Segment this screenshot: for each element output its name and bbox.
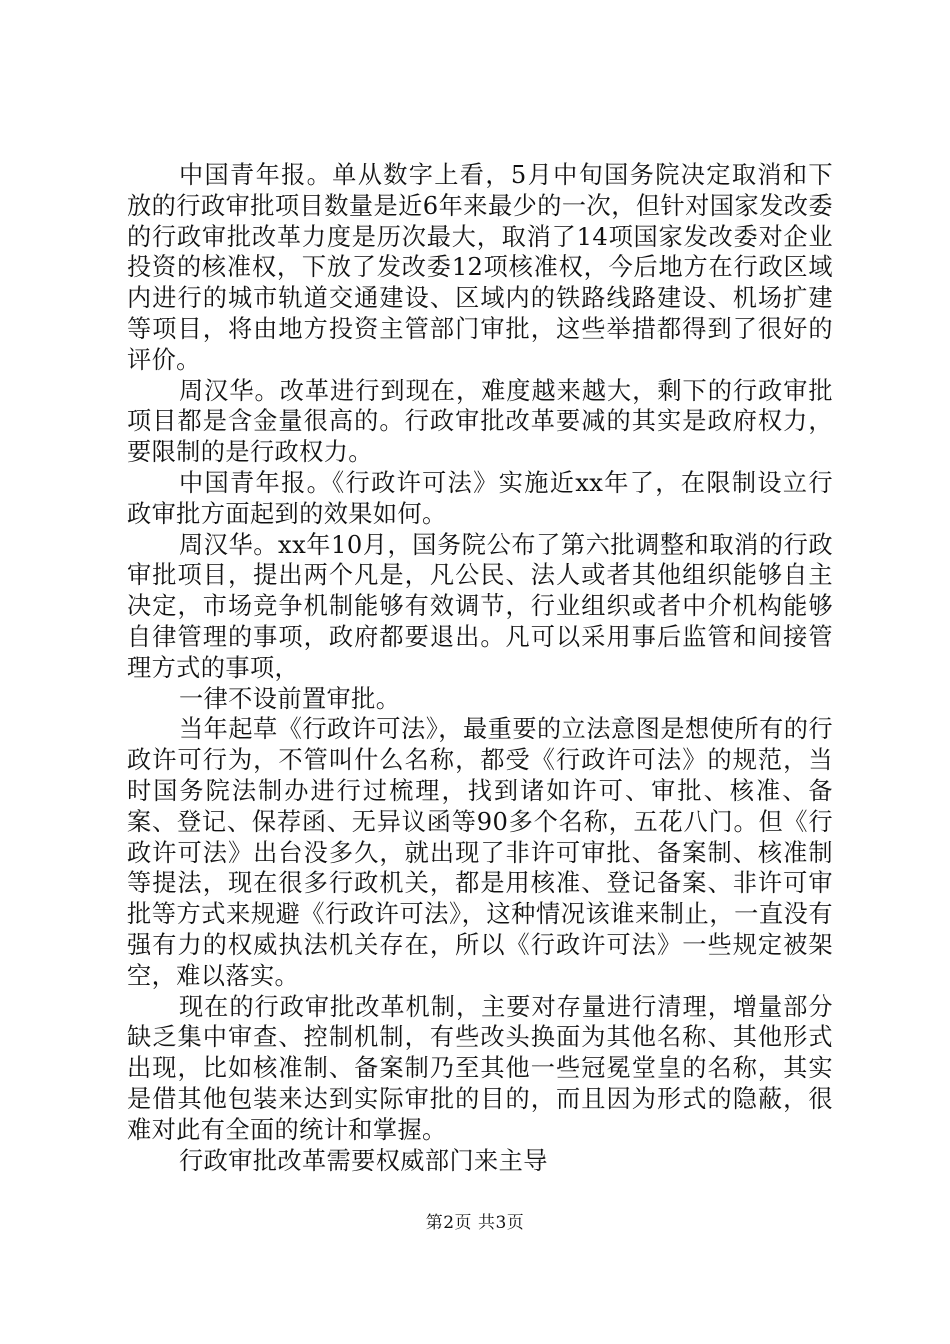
paragraph-8: 行政审批改革需要权威部门来主导	[179, 1146, 548, 1175]
paragraph-2: 周汉华。改革进行到现在，难度越来越大，剩下的行政审批项目都是含金量很高的。行政审批改革要减的其实是政府权力，要限制的是行政权力。	[127, 376, 833, 467]
paragraph-1: 中国青年报。单从数字上看，5月中旬国务院决定取消和下放的行政审批项目数量是近6年来最少的一次，但针对国家发改委的行政审批改革力度是历次最大，取消了14项国家发改委对企业投资的核准权，下放了发改委12项核准权，今后地方在行政区域内进行的城市轨道交通建设、区域内的铁路线路建设、机场扩建等项目，将由地方投资主管部门审批，这些举措都得到了很好的评价。	[127, 161, 833, 374]
paragraph-7: 现在的行政审批改革机制，主要对存量进行清理，增量部分缺乏集中审查、控制机制，有些改头换面为其他名称、其他形式出现，比如核准制、备案制乃至其他一些冠冕堂皇的名称，其实是借其他包装来达到实际审批的目的，而且因为形式的隐蔽，很难对此有全面的统计和掌握。	[127, 992, 833, 1144]
paragraph-5: 一律不设前置审批。	[179, 684, 401, 713]
page-footer	[0, 1211, 950, 1235]
page-number: 第2页 共3页	[425, 1213, 525, 1233]
paragraph-4: 周汉华。xx年10月，国务院公布了第六批调整和取消的行政审批项目，提出两个凡是，凡公民、法人或者其他组织能够自主决定，市场竞争机制能够有效调节，行业组织或者中介机构能够自律管理的事项，政府都要退出。凡可以采用事后监管和间接管理方式的事项，	[127, 530, 833, 682]
paragraph-3: 中国青年报。《行政许可法》实施近xx年了，在限制设立行政审批方面起到的效果如何。	[127, 468, 833, 528]
document-body	[127, 160, 833, 1176]
paragraph-6: 当年起草《行政许可法》，最重要的立法意图是想使所有的行政许可行为，不管叫什么名称，都受《行政许可法》的规范，当时国务院法制办进行过梳理，找到诸如许可、审批、核准、备案、登记、保荐函、无异议函等90多个名称，五花八门。但《行政许可法》出台没多久，就出现了非许可审批、备案制、核准制等提法，现在很多行政机关，都是用核准、登记备案、非许可审批等方式来规避《行政许可法》，这种情况该谁来制止，一直没有强有力的权威执法机关存在，所以《行政许可法》一些规定被架空，难以落实。	[127, 715, 833, 990]
